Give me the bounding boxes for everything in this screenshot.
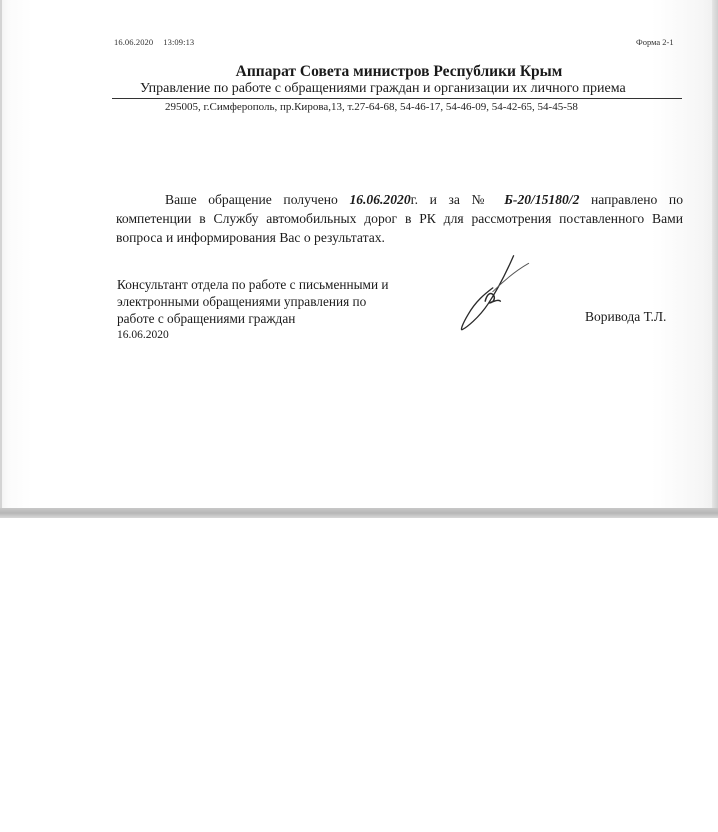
print-time: 13:09:13 (163, 37, 195, 47)
form-number: Форма 2-1 (636, 37, 674, 47)
letter-line-2: компетенции в Службу автомобильных дорог в РК для рассмотрения поставленного Вами (116, 211, 683, 226)
reference-number: Б-20/15180/2 (504, 192, 580, 207)
letter-line-3: вопроса и информирования Вас о результатах. (116, 230, 385, 245)
received-date: 16.06.2020 (349, 192, 411, 207)
print-date: 16.06.2020 (114, 37, 154, 47)
signature-date: 16.06.2020 (117, 329, 169, 341)
letter-text: Ваше обращение получено (165, 192, 350, 207)
letter-line-1 (116, 190, 683, 209)
letter-body (116, 190, 683, 247)
letter-text: г. и за № (410, 192, 505, 207)
signatory-block (117, 276, 389, 343)
organization-address: 295005, г.Симферополь, пр.Кирова,13, т.27-64-68, 54-46-17, 54-46-09, 54-42-65, 54-45-58 (165, 101, 578, 113)
page-bottom-edge (0, 508, 718, 518)
signatory-position-1: Консультант отдела по работе с письменными и (117, 277, 389, 292)
organization-title: Аппарат Совета министров Республики Крым (235, 63, 563, 80)
handwritten-signature (455, 252, 540, 337)
print-timestamp (114, 37, 194, 47)
letter-text: направлено по (579, 192, 683, 207)
signatory-position-3: работе с обращениями граждан (117, 311, 296, 326)
signatory-position-2: электронными обращениями управления по (117, 294, 367, 309)
signatory-name: Воривода Т.Л. (585, 309, 667, 324)
header-rule (112, 98, 682, 99)
department-name: Управление по работе с обращениями граждан и организации их личного приема (140, 81, 626, 96)
